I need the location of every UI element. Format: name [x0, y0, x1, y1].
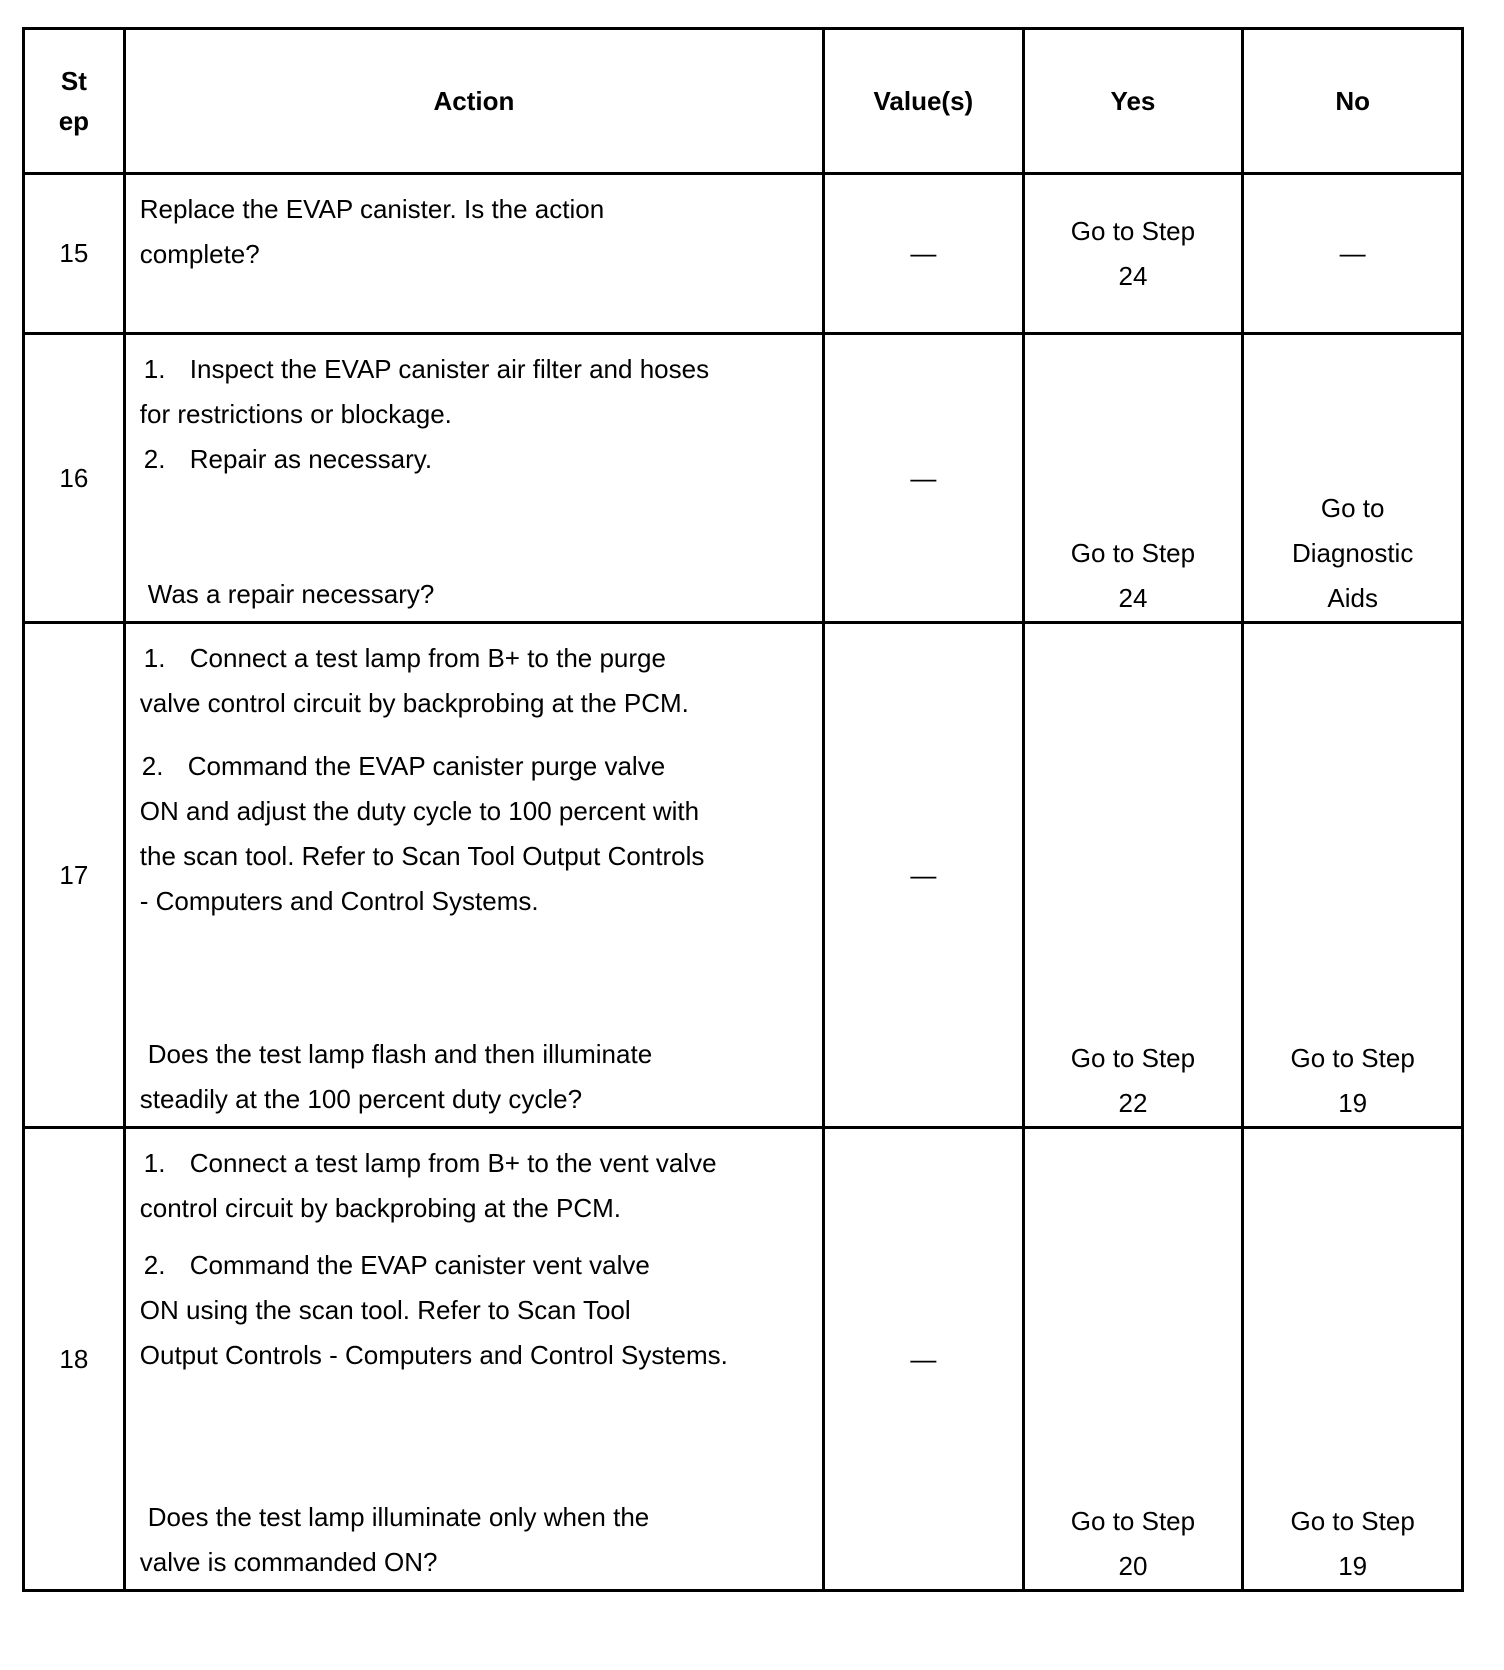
action-text: for restrictions or blockage.: [139, 399, 452, 429]
action-text: - Computers and Control Systems.: [139, 886, 539, 916]
action-text: valve is commanded ON?: [139, 1547, 438, 1577]
action-text: ON and adjust the duty cycle to 100 percent with: [139, 796, 700, 826]
header-values: Value(s): [824, 29, 1024, 174]
action-text: Does the test lamp illuminate only when the: [147, 1502, 650, 1532]
action-text: steadily at the 100 percent duty cycle?: [139, 1084, 583, 1114]
no-cell: [1243, 1128, 1463, 1591]
step-number: 17: [24, 623, 125, 1128]
item-number: 2.: [143, 444, 166, 474]
action-text: complete?: [139, 239, 260, 269]
action-text: control circuit by backprobing at the PCM.: [139, 1193, 621, 1223]
action-item-1: [140, 347, 822, 392]
action-text: Replace the EVAP canister. Is the action: [139, 194, 605, 224]
item-number: 1.: [143, 354, 166, 384]
step-number: 16: [24, 334, 125, 623]
table-row: [24, 174, 1463, 334]
action-cell: [124, 623, 823, 1128]
action-text: Does the test lamp flash and then illuminate: [147, 1039, 653, 1069]
action-text: the scan tool. Refer to Scan Tool Output Controls: [139, 841, 705, 871]
no-cell: —: [1243, 174, 1463, 334]
item-number: 2.: [141, 751, 164, 781]
table-row: [24, 1128, 1463, 1591]
header-step: [24, 29, 125, 174]
action-item-2: [140, 437, 822, 482]
action-question: Was a repair necessary?: [147, 579, 435, 609]
yes-cell: [1023, 623, 1243, 1128]
action-item-1: [140, 636, 822, 681]
value-cell: —: [824, 1128, 1024, 1591]
action-cell: [124, 1128, 823, 1591]
diagnostic-table: [22, 27, 1464, 1592]
yes-text: Go to Step: [1070, 1043, 1196, 1073]
action-text: Inspect the EVAP canister air filter and hoses: [189, 354, 710, 384]
header-step-line1: St: [60, 66, 87, 96]
no-text: 19: [1338, 1088, 1368, 1118]
action-text: Command the EVAP canister purge valve: [187, 751, 666, 781]
yes-cell: [1023, 174, 1243, 334]
action-text: ON using the scan tool. Refer to Scan Tool: [139, 1295, 631, 1325]
step-number: 18: [24, 1128, 125, 1591]
yes-text: Go to Step: [1070, 215, 1196, 246]
action-text: Command the EVAP canister vent valve: [189, 1250, 650, 1280]
item-number: 1.: [143, 643, 166, 673]
no-cell: [1243, 623, 1463, 1128]
item-number: 2.: [143, 1250, 166, 1280]
table-row: [24, 623, 1463, 1128]
action-item-1: [140, 1141, 822, 1186]
no-text: Go to: [1320, 493, 1385, 523]
action-cell: [124, 174, 823, 334]
action-text: Output Controls - Computers and Control Systems.: [139, 1340, 728, 1370]
yes-text: 24: [1118, 260, 1148, 291]
action-item-2: [140, 744, 822, 789]
yes-text: 24: [1118, 583, 1148, 613]
yes-text: 22: [1118, 1088, 1148, 1118]
action-question: [140, 1495, 650, 1585]
yes-text: Go to Step: [1070, 538, 1196, 568]
table-row: [24, 334, 1463, 623]
value-cell: —: [824, 334, 1024, 623]
value-cell: —: [824, 174, 1024, 334]
yes-cell: [1023, 1128, 1243, 1591]
step-number: 15: [24, 174, 125, 334]
header-action: Action: [124, 29, 823, 174]
action-cell: [124, 334, 823, 623]
no-text: Go to Step: [1290, 1506, 1415, 1536]
yes-cell: [1023, 334, 1243, 623]
no-text: Go to Step: [1290, 1043, 1415, 1073]
action-item-2: [140, 1243, 822, 1288]
action-text: Connect a test lamp from B+ to the purge: [189, 643, 666, 673]
action-text: Repair as necessary.: [189, 444, 433, 474]
yes-text: 20: [1118, 1551, 1148, 1581]
no-text: Diagnostic: [1291, 538, 1414, 568]
yes-text: Go to Step: [1070, 1506, 1196, 1536]
no-text: Aids: [1327, 583, 1378, 613]
action-text: Connect a test lamp from B+ to the vent valve: [189, 1148, 717, 1178]
no-cell: [1243, 334, 1463, 623]
header-row: [24, 29, 1463, 174]
item-number: 1.: [143, 1148, 166, 1178]
header-yes: Yes: [1023, 29, 1243, 174]
header-no: No: [1243, 29, 1463, 174]
no-text: 19: [1338, 1551, 1368, 1581]
value-cell: —: [824, 623, 1024, 1128]
action-question: [140, 1032, 652, 1122]
header-step-line2: ep: [58, 106, 90, 136]
action-text: valve control circuit by backprobing at the PCM.: [139, 688, 689, 718]
